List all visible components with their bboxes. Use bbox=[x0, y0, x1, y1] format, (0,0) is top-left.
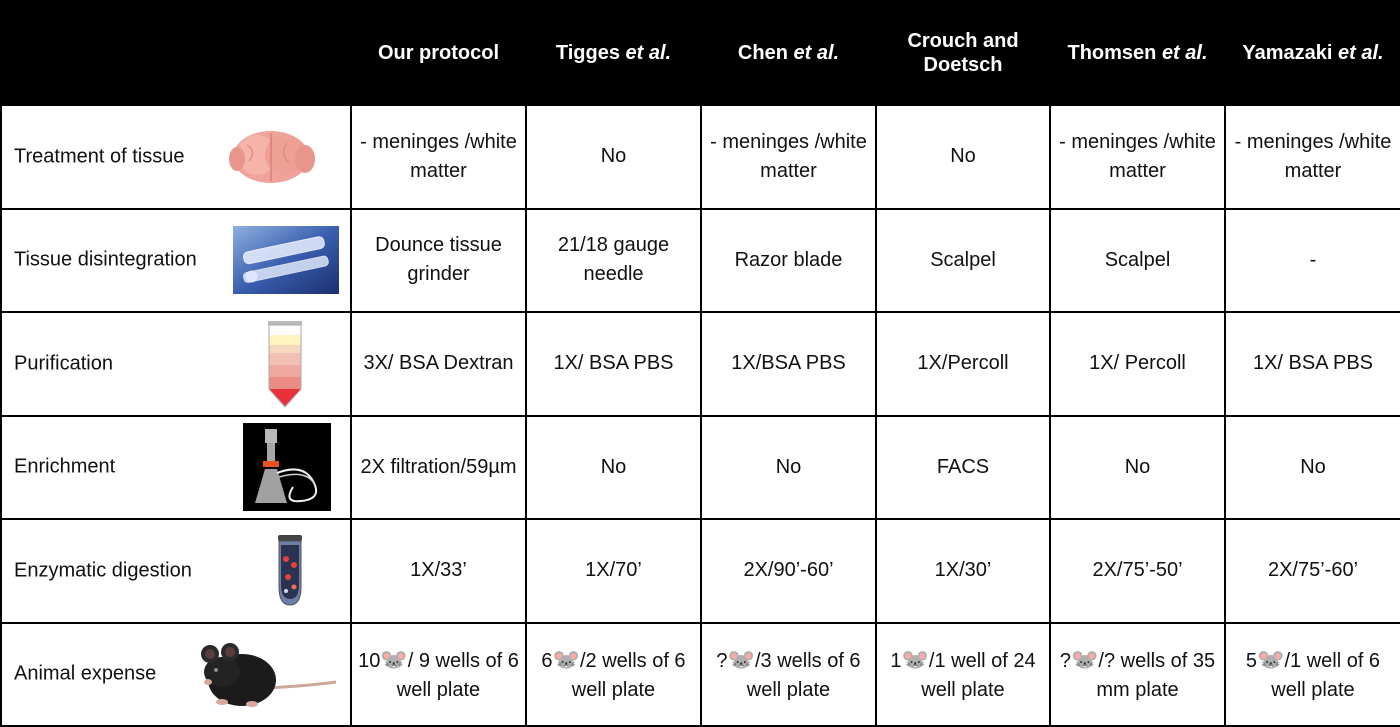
table-row bbox=[1, 105, 1400, 209]
cell-thomsen: Scalpel bbox=[1050, 209, 1225, 313]
row-label-cell bbox=[1, 105, 351, 209]
cell-yamazaki: - meninges /white matter bbox=[1225, 105, 1400, 209]
table-row bbox=[1, 312, 1400, 416]
cell-thomsen: No bbox=[1050, 416, 1225, 520]
cell-chen: 1X/BSA PBS bbox=[701, 312, 876, 416]
mouse-icon: 🐭 bbox=[552, 646, 580, 672]
dounce-grinder-icon bbox=[233, 226, 339, 294]
header-row bbox=[1, 1, 1400, 105]
cell-our-protocol: 1X/33’ bbox=[351, 519, 526, 623]
header-thomsen: Thomsen et al. bbox=[1050, 1, 1225, 105]
cell-yamazaki: 2X/75’-60’ bbox=[1225, 519, 1400, 623]
table-row bbox=[1, 209, 1400, 313]
mouse-icon: 🐭 bbox=[901, 646, 929, 672]
cell-chen: - meninges /white matter bbox=[701, 105, 876, 209]
cell-tigges: 1X/70’ bbox=[526, 519, 701, 623]
header-our-protocol: Our protocol bbox=[351, 1, 526, 105]
cell-our-protocol: 10🐭/ 9 wells of 6 well plate bbox=[351, 623, 526, 727]
table-row bbox=[1, 416, 1400, 520]
row-label: Animal expense bbox=[14, 662, 157, 685]
gradient-tube-icon bbox=[260, 319, 310, 409]
cell-crouch-doetsch: 1X/Percoll bbox=[876, 312, 1050, 416]
filtration-flask-icon bbox=[243, 423, 331, 511]
cell-chen: 2X/90’-60’ bbox=[701, 519, 876, 623]
cell-yamazaki: 1X/ BSA PBS bbox=[1225, 312, 1400, 416]
row-label-cell bbox=[1, 209, 351, 313]
header-crouch-doetsch: Crouch and Doetsch bbox=[876, 1, 1050, 105]
cell-thomsen: - meninges /white matter bbox=[1050, 105, 1225, 209]
digestion-tube-icon bbox=[274, 535, 306, 607]
cell-tigges: 6🐭/2 wells of 6 well plate bbox=[526, 623, 701, 727]
table-row bbox=[1, 623, 1400, 727]
cell-chen: ?🐭/3 wells of 6 well plate bbox=[701, 623, 876, 727]
cell-tigges: No bbox=[526, 105, 701, 209]
cell-chen: No bbox=[701, 416, 876, 520]
cell-yamazaki: No bbox=[1225, 416, 1400, 520]
header-corner bbox=[1, 1, 351, 105]
cell-thomsen: 2X/75’-50’ bbox=[1050, 519, 1225, 623]
row-label: Enrichment bbox=[14, 455, 116, 478]
row-label-cell bbox=[1, 312, 351, 416]
cell-chen: Razor blade bbox=[701, 209, 876, 313]
cell-our-protocol: - meninges /white matter bbox=[351, 105, 526, 209]
cell-tigges: 1X/ BSA PBS bbox=[526, 312, 701, 416]
cell-crouch-doetsch: 1X/30’ bbox=[876, 519, 1050, 623]
header-chen: Chen et al. bbox=[701, 1, 876, 105]
row-label: Purification bbox=[14, 352, 113, 375]
cell-thomsen: ?🐭/? wells of 35 mm plate bbox=[1050, 623, 1225, 727]
row-label-cell bbox=[1, 623, 351, 727]
header-tigges: Tigges et al. bbox=[526, 1, 701, 105]
cell-crouch-doetsch: No bbox=[876, 105, 1050, 209]
cell-crouch-doetsch: Scalpel bbox=[876, 209, 1050, 313]
header-yamazaki: Yamazaki et al. bbox=[1225, 1, 1400, 105]
mouse-icon: 🐭 bbox=[727, 646, 755, 672]
cell-yamazaki: 5🐭/1 well of 6 well plate bbox=[1225, 623, 1400, 727]
row-label-cell bbox=[1, 519, 351, 623]
mouse-icon: 🐭 bbox=[1070, 646, 1099, 672]
row-label-cell bbox=[1, 416, 351, 520]
row-label: Treatment of tissue bbox=[14, 145, 185, 168]
cell-tigges: No bbox=[526, 416, 701, 520]
cell-crouch-doetsch: FACS bbox=[876, 416, 1050, 520]
cell-tigges: 21/18 gauge needle bbox=[526, 209, 701, 313]
brain-icon bbox=[227, 125, 317, 189]
cell-crouch-doetsch: 1🐭/1 well of 24 well plate bbox=[876, 623, 1050, 727]
cell-our-protocol: Dounce tissue grinder bbox=[351, 209, 526, 313]
table-row bbox=[1, 519, 1400, 623]
mouse-icon: 🐭 bbox=[1257, 646, 1285, 672]
cell-our-protocol: 2X filtration/59µm bbox=[351, 416, 526, 520]
mouse-icon bbox=[196, 636, 340, 712]
cell-yamazaki: - bbox=[1225, 209, 1400, 313]
cell-our-protocol: 3X/ BSA Dextran bbox=[351, 312, 526, 416]
cell-thomsen: 1X/ Percoll bbox=[1050, 312, 1225, 416]
mouse-icon: 🐭 bbox=[380, 646, 408, 672]
row-label: Enzymatic digestion bbox=[14, 559, 192, 582]
row-label: Tissue disintegration bbox=[14, 248, 197, 271]
